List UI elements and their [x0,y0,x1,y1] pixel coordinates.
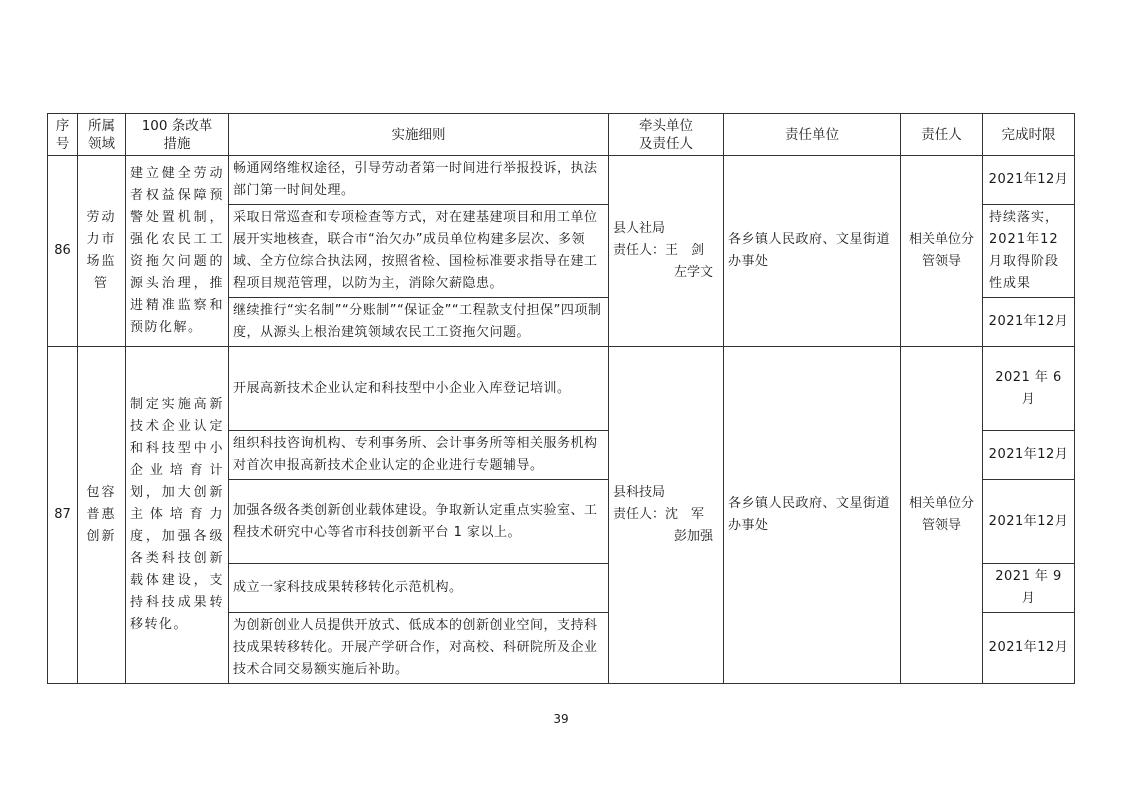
header-person: 责任人 [901,114,983,156]
row-deadline: 2021年12月 [983,480,1075,564]
row-deadline: 2021年12月 [983,431,1075,480]
page-number: 39 [553,712,569,726]
header-measure: 100 条改革 措施 [126,114,229,156]
row-lead: 县科技局 责任人：沈 军 彭加强 [609,347,724,684]
row-measure: 建立健全劳动者权益保障预警处置机制，强化农民工工资拖欠问题的源头治理，推进精准监察和预防化解。 [126,156,229,347]
header-row [48,114,1075,156]
header-area: 所属 领域 [78,114,126,156]
row-deadline: 2021年12月 [983,298,1075,347]
row-seq: 86 [48,156,78,347]
row-seq: 87 [48,347,78,684]
row-deadline: 持续落实，2021年12月取得阶段性成果 [983,205,1075,298]
row-unit: 各乡镇人民政府、文星街道办事处 [724,347,901,684]
header-unit: 责任单位 [724,114,901,156]
row-person: 相关单位分管领导 [901,347,983,684]
row-unit: 各乡镇人民政府、文星街道办事处 [724,156,901,347]
row-detail: 成立一家科技成果转移转化示范机构。 [229,564,609,613]
header-detail: 实施细则 [229,114,609,156]
header-lead: 牵头单位 及责任人 [609,114,724,156]
row-lead: 县人社局 责任人：王 剑 左学文 [609,156,724,347]
reform-measures-table [47,113,1075,684]
row-deadline: 2021 年 9 月 [983,564,1075,613]
row-person: 相关单位分管领导 [901,156,983,347]
row-deadline: 2021年12月 [983,156,1075,205]
row-detail: 开展高新技术企业认定和科技型中小企业入库登记培训。 [229,347,609,431]
row-detail: 为创新创业人员提供开放式、低成本的创新创业空间，支持科技成果转移转化。开展产学研合作，对高校、科研院所及企业技术合同交易额实施后补助。 [229,613,609,684]
table-row [48,156,1075,205]
row-deadline: 2021年12月 [983,613,1075,684]
row-detail: 采取日常巡查和专项检查等方式，对在建基建项目和用工单位展开实地核查，联合市“治欠办”成员单位构建多层次、多领域、全方位综合执法网，按照省检、国检标准要求指导在建工程项目规范管理，以防为主，消除欠薪隐患。 [229,205,609,298]
table-row [48,347,1075,431]
row-detail: 组织科技咨询机构、专利事务所、会计事务所等相关服务机构对首次申报高新技术企业认定的企业进行专题辅导。 [229,431,609,480]
row-measure: 制定实施高新技术企业认定和科技型中小企业培育计划，加大创新主体培育力度，加强各级各类科技创新载体建设，支持科技成果转移转化。 [126,347,229,684]
row-deadline: 2021 年 6 月 [983,347,1075,431]
row-area: 包容普惠创新 [78,347,126,684]
row-detail: 加强各级各类创新创业载体建设。争取新认定重点实验室、工程技术研究中心等省市科技创新平台 1 家以上。 [229,480,609,564]
header-deadline: 完成时限 [983,114,1075,156]
row-detail: 继续推行“实名制”“分账制”“保证金”“工程款支付担保”四项制度，从源头上根治建筑领域农民工工资拖欠问题。 [229,298,609,347]
header-seq: 序 号 [48,114,78,156]
row-detail: 畅通网络维权途径，引导劳动者第一时间进行举报投诉，执法部门第一时间处理。 [229,156,609,205]
row-area: 劳动力市场监管 [78,156,126,347]
